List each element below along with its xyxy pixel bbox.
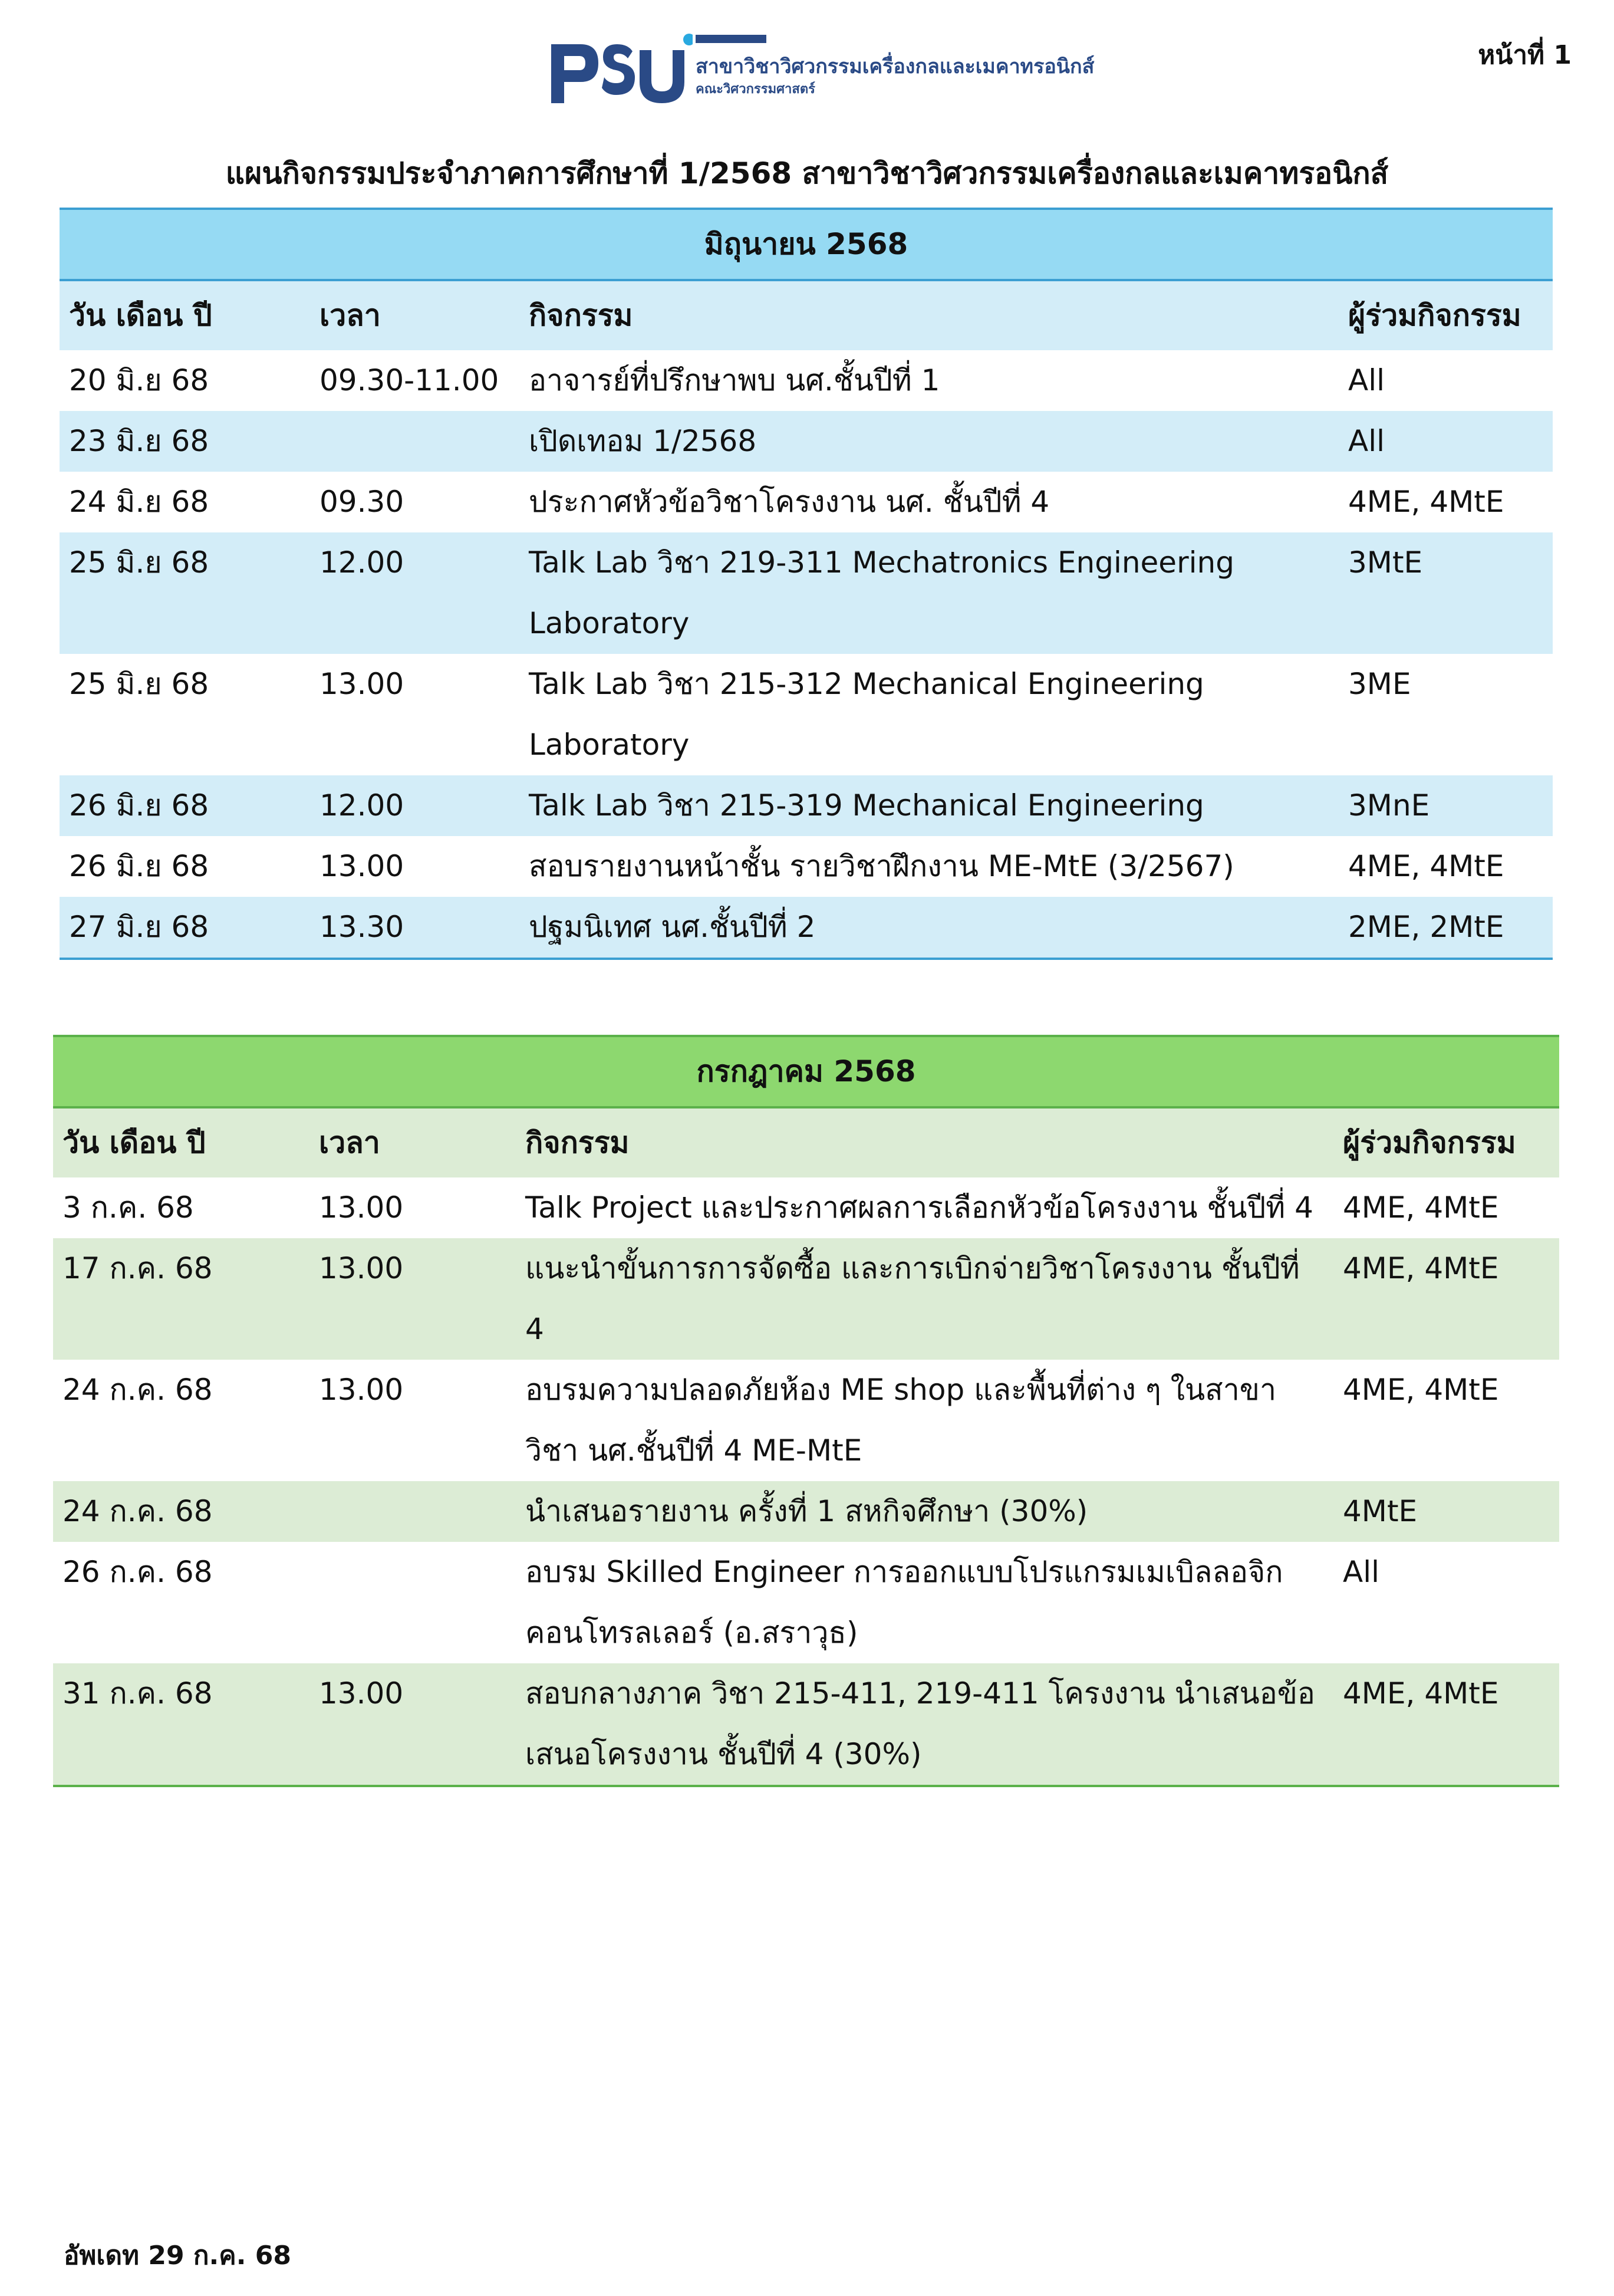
- cell-participants: All: [1343, 1555, 1379, 1589]
- cell-date: 26 ก.ค. 68: [62, 1555, 213, 1589]
- table-row: [53, 1542, 1559, 1663]
- cell-date: 24 ก.ค. 68: [53, 1481, 309, 1542]
- schedule-table-july: [53, 1035, 1559, 1787]
- cell-activity: ประกาศหัวข้อวิชาโครงงาน นศ. ชั้นปีที่ 4: [529, 485, 1050, 519]
- column-header-date: วัน เดือน ปี: [53, 1107, 309, 1177]
- cell-participants: 4MtE: [1333, 1481, 1559, 1542]
- cell-participants: 4ME, 4MtE: [1343, 1190, 1499, 1225]
- table-row: [60, 532, 1553, 654]
- cell-time: 13.30: [310, 897, 519, 959]
- column-header-activity: กิจกรรม: [519, 280, 1339, 350]
- cell-time: 12.00: [310, 532, 519, 654]
- cell-participants: 4ME, 4MtE: [1348, 849, 1504, 883]
- cell-time: 13.00: [309, 1238, 516, 1360]
- cell-activity: สอบกลางภาค วิชา 215-411, 219-411 โครงงาน นำเสนอข้อเสนอโครงงาน ชั้นปีที่ 4 (30%): [516, 1663, 1333, 1786]
- cell-date: 24 ก.ค. 68: [62, 1373, 213, 1407]
- table-row: [53, 1663, 1559, 1786]
- cell-date: 25 มิ.ย 68: [69, 667, 209, 701]
- cell-date: 20 มิ.ย 68: [69, 363, 209, 397]
- cell-date: 26 มิ.ย 68: [69, 849, 209, 883]
- cell-activity: Talk Lab วิชา 215-312 Mechanical Engineering Laboratory: [529, 667, 1204, 762]
- table-row: [53, 1481, 1559, 1542]
- cell-activity: Talk Lab วิชา 219-311 Mechatronics Engineering Laboratory: [519, 532, 1339, 654]
- table-row: [53, 1360, 1559, 1481]
- cell-activity: อบรม Skilled Engineer การออกแบบโปรแกรมเมเบิลลอจิกคอนโทรลเลอร์ (อ.สราวุธ): [525, 1555, 1283, 1650]
- cell-date: 17 ก.ค. 68: [53, 1238, 309, 1360]
- table-row: [60, 654, 1553, 775]
- psu-logo-mark-icon: [545, 27, 693, 115]
- psu-logo: [545, 27, 1095, 115]
- cell-time: [309, 1481, 516, 1542]
- cell-participants: All: [1339, 411, 1553, 472]
- cell-time: 13.00: [319, 849, 404, 883]
- column-header-participants: ผู้ร่วมกิจกรรม: [1339, 280, 1553, 350]
- cell-time: 13.00: [319, 1190, 404, 1225]
- table-row: [60, 897, 1553, 959]
- table-row: [53, 1238, 1559, 1360]
- cell-activity: นำเสนอรายงาน ครั้งที่ 1 สหกิจศึกษา (30%): [516, 1481, 1333, 1542]
- cell-date: 27 มิ.ย 68: [60, 897, 310, 959]
- cell-activity: อบรมความปลอดภัยห้อง ME shop และพื้นที่ต่าง ๆ ในสาขาวิชา นศ.ชั้นปีที่ 4 ME-MtE: [525, 1373, 1277, 1468]
- document-title: แผนกิจกรรมประจำภาคการศึกษาที่ 1/2568 สาขาวิชาวิศวกรรมเครื่องกลและเมคาทรอนิกส์: [225, 156, 1389, 190]
- month-header: มิถุนายน 2568: [60, 209, 1553, 280]
- cell-activity: Talk Project และประกาศผลการเลือกหัวข้อโครงงาน ชั้นปีที่ 4: [525, 1190, 1313, 1225]
- cell-date: 25 มิ.ย 68: [60, 532, 310, 654]
- cell-date: 31 ก.ค. 68: [53, 1663, 309, 1786]
- column-header-time: เวลา: [310, 280, 519, 350]
- column-header-time: เวลา: [309, 1107, 516, 1177]
- table-row: [60, 836, 1553, 897]
- cell-participants: 4ME, 4MtE: [1343, 1373, 1499, 1407]
- cell-time: 13.00: [319, 1373, 404, 1407]
- cell-activity: เปิดเทอม 1/2568: [519, 411, 1339, 472]
- cell-time: [310, 411, 519, 472]
- cell-participants: 2ME, 2MtE: [1339, 897, 1553, 959]
- cell-participants: 4ME, 4MtE: [1333, 1663, 1559, 1786]
- cell-date: 26 มิ.ย 68: [60, 775, 310, 836]
- cell-time: 09.30-11.00: [319, 363, 499, 397]
- last-updated-note: อัพเดท 29 ก.ค. 68: [64, 2241, 291, 2271]
- cell-activity: แนะนำขั้นการการจัดซื้อ และการเบิกจ่ายวิชาโครงงาน ชั้นปีที่ 4: [516, 1238, 1333, 1360]
- column-header-participants: ผู้ร่วมกิจกรรม: [1333, 1107, 1559, 1177]
- cell-time: [309, 1542, 516, 1663]
- column-header-activity: กิจกรรม: [516, 1107, 1333, 1177]
- schedule-table-june: [60, 208, 1553, 960]
- logo-faculty-name: คณะวิศวกรรมศาสตร์: [696, 82, 815, 97]
- cell-activity: Talk Lab วิชา 215-319 Mechanical Engineering: [519, 775, 1339, 836]
- cell-participants: 3MnE: [1339, 775, 1553, 836]
- cell-date: 3 ก.ค. 68: [62, 1190, 194, 1225]
- cell-date: 24 มิ.ย 68: [69, 485, 209, 519]
- table-row: [60, 775, 1553, 836]
- cell-activity: อาจารย์ที่ปรึกษาพบ นศ.ชั้นปีที่ 1: [529, 363, 940, 397]
- cell-time: 13.00: [319, 667, 404, 701]
- table-row: [60, 472, 1553, 532]
- cell-participants: 3MtE: [1339, 532, 1553, 654]
- page-number: หน้าที่ 1: [1478, 40, 1572, 70]
- month-header: กรกฎาคม 2568: [53, 1036, 1559, 1107]
- cell-participants: 4ME, 4MtE: [1333, 1238, 1559, 1360]
- cell-time: 12.00: [310, 775, 519, 836]
- cell-participants: 3ME: [1348, 667, 1411, 701]
- logo-department-name: สาขาวิชาวิศวกรรมเครื่องกลและเมคาทรอนิกส์: [696, 55, 1095, 78]
- cell-participants: 4ME, 4MtE: [1348, 485, 1504, 519]
- table-row: [60, 411, 1553, 472]
- column-header-date: วัน เดือน ปี: [60, 280, 310, 350]
- cell-participants: All: [1348, 363, 1385, 397]
- cell-date: 23 มิ.ย 68: [60, 411, 310, 472]
- cell-time: 09.30: [319, 485, 404, 519]
- cell-activity: ปฐมนิเทศ นศ.ชั้นปีที่ 2: [519, 897, 1339, 959]
- cell-time: 13.00: [309, 1663, 516, 1786]
- logo-bar-icon: [696, 35, 766, 43]
- table-row: [60, 350, 1553, 411]
- table-row: [53, 1177, 1559, 1238]
- cell-activity: สอบรายงานหน้าชั้น รายวิชาฝึกงาน ME-MtE (3/2567): [529, 849, 1234, 883]
